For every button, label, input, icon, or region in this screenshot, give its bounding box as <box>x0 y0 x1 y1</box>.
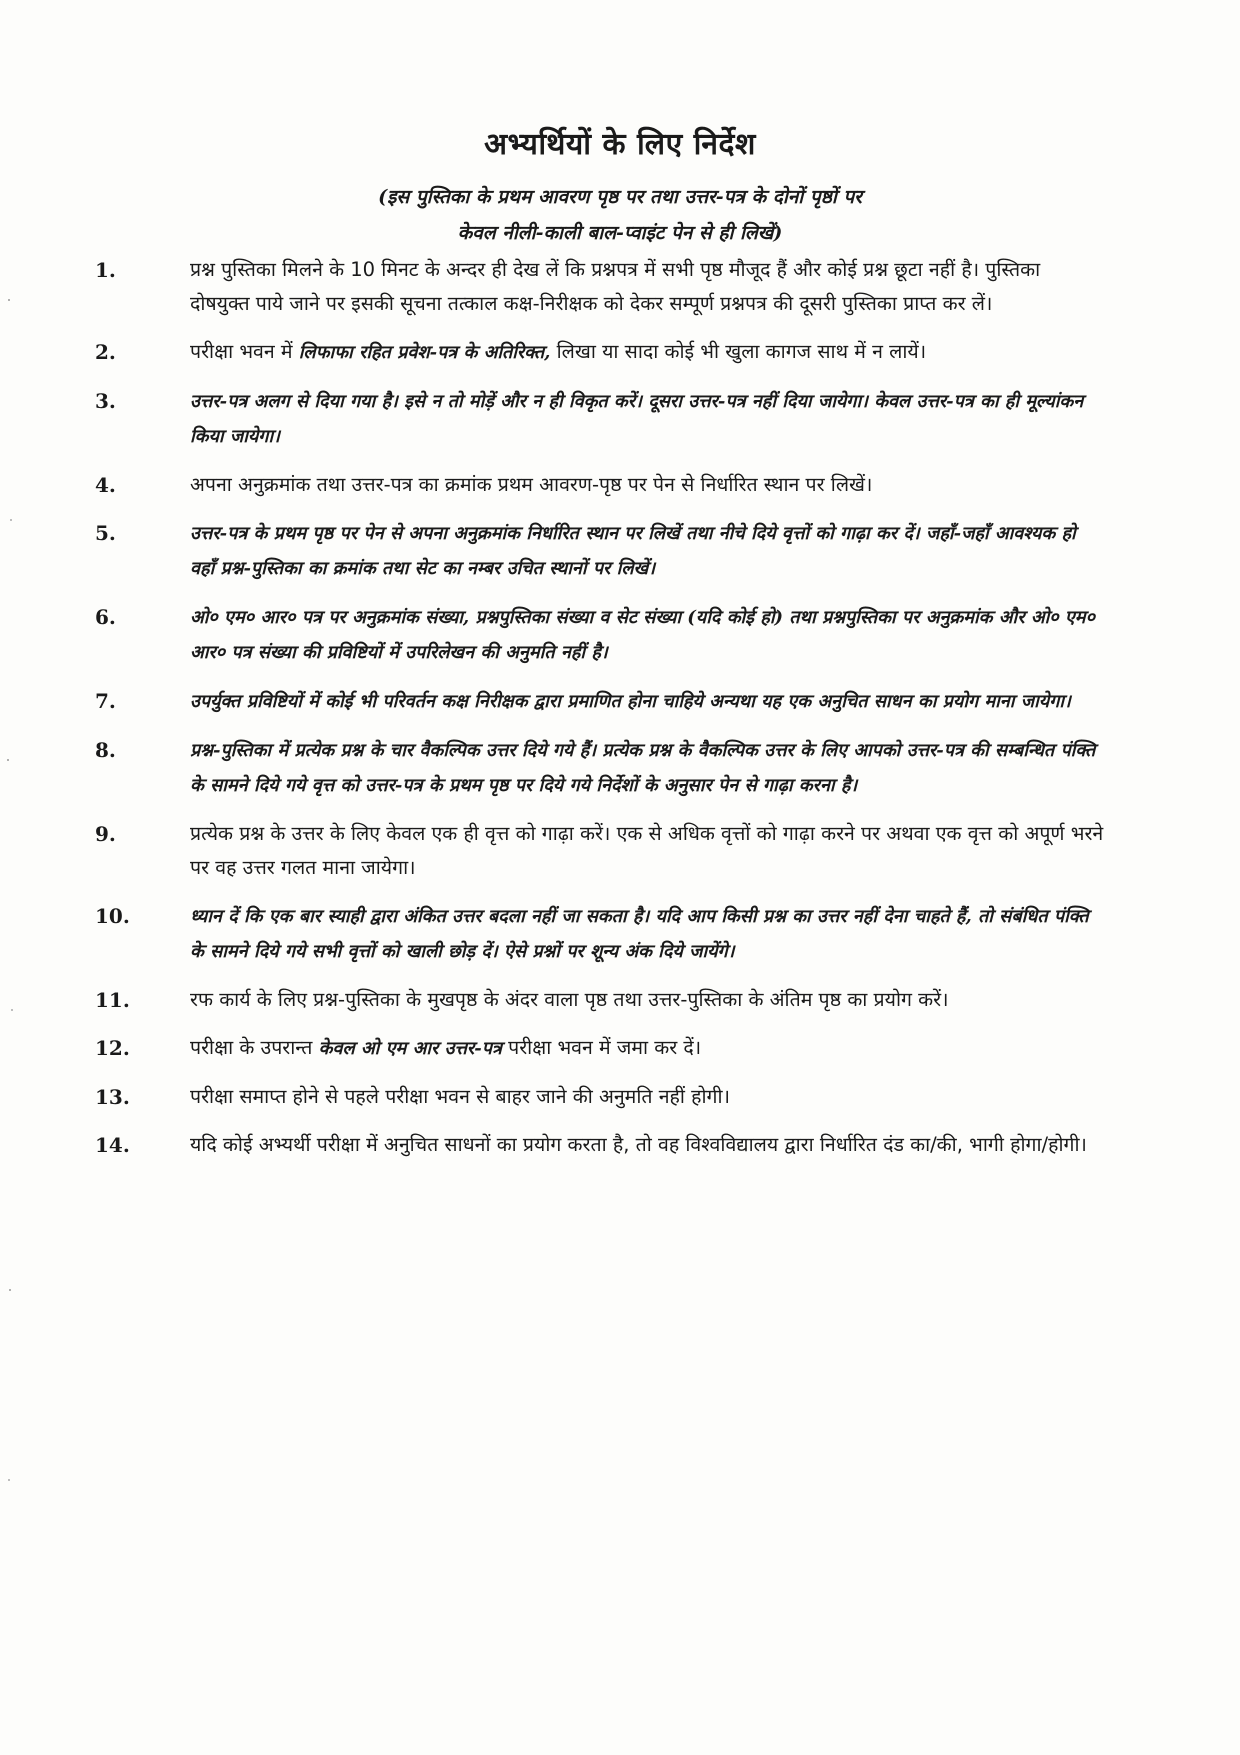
instruction-text: उपर्युक्त प्रविष्टियों में कोई भी परिवर्तन कक्ष निरीक्षक द्वारा प्रमाणित होना चाहिये अन्यथा यह एक अनुचित साधन का प्रयोग माना जायेगा। <box>190 691 1071 712</box>
instruction-text: ओ० एम० आर० पत्र पर अनुक्रमांक संख्या, प्रश्नपुस्तिका संख्या व सेट संख्या (यदि कोई हो) तथा प्रश्नपुस्तिका पर अनुक्रमांक और ओ० एम० आर० पत्र संख्या की प्रविष्टियों में उपरिलेखन की अनुमति नहीं है। <box>190 607 1095 663</box>
instruction-item-12 <box>95 1031 1105 1066</box>
instruction-item-10 <box>95 899 1105 969</box>
instruction-item-13 <box>95 1080 1105 1114</box>
instruction-text-emphasis: केवल ओ एम आर उत्तर-पत्र <box>318 1038 502 1059</box>
instruction-item-14 <box>95 1128 1105 1162</box>
instruction-item-3 <box>95 384 1105 454</box>
instruction-text: ध्यान दें कि एक बार स्याही द्वारा अंकित उत्तर बदला नहीं जा सकता है। यदि आप किसी प्रश्न का उत्तर नहीं देना चाहते हैं, तो संबंधित पंक्ति के सामने दिये गये सभी वृत्तों को खाली छोड़ दें। ऐसे प्रश्नों पर शून्य अंक दिये जायेंगे। <box>190 906 1089 962</box>
instruction-text: उत्तर-पत्र अलग से दिया गया है। इसे न तो मोड़ें और न ही विकृत करें। दूसरा उत्तर-पत्र नहीं दिया जायेगा। केवल उत्तर-पत्र का ही मूल्यांकन किया जायेगा। <box>190 391 1084 447</box>
instruction-text-emphasis: लिफाफा रहित प्रवेश-पत्र के अतिरिक्त, <box>298 342 551 363</box>
instruction-number: 4. <box>95 473 116 497</box>
instruction-number: 14. <box>95 1133 130 1157</box>
instruction-text: यदि कोई अभ्यर्थी परीक्षा में अनुचित साधनों का प्रयोग करता है, तो वह विश्वविद्यालय द्वारा निर्धारित दंड का/की, भागी होगा/होगी। <box>190 1133 1087 1156</box>
instruction-item-9 <box>95 817 1105 885</box>
instruction-number: 10. <box>95 904 130 928</box>
instruction-item-2 <box>95 335 1105 370</box>
instruction-text: प्रत्येक प्रश्न के उत्तर के लिए केवल एक ही वृत्त को गाढ़ा करें। एक से अधिक वृत्तों को गाढ़ा करने पर अथवा एक वृत्त को अपूर्ण भरने पर वह उत्तर गलत माना जायेगा। <box>190 822 1104 879</box>
instruction-text: प्रश्न-पुस्तिका में प्रत्येक प्रश्न के चार वैकल्पिक उत्तर दिये गये हैं। प्रत्येक प्रश्न के वैकल्पिक उत्तर के लिए आपको उत्तर-पत्र की सम्बन्धित पंक्ति के सामने दिये गये वृत्त को उत्तर-पत्र के प्रथम पृष्ठ पर दिये गये निर्देशों के अनुसार पेन से गाढ़ा करना है। <box>190 740 1096 796</box>
instruction-item-6 <box>95 600 1105 670</box>
instruction-text: परीक्षा समाप्त होने से पहले परीक्षा भवन से बाहर जाने की अनुमति नहीं होगी। <box>190 1085 730 1108</box>
instruction-text: रफ कार्य के लिए प्रश्न-पुस्तिका के मुखपृष्ठ के अंदर वाला पृष्ठ तथा उत्तर-पुस्तिका के अंतिम पृष्ठ का प्रयोग करें। <box>190 988 949 1011</box>
instruction-text-after: परीक्षा भवन में जमा कर दें। <box>501 1036 702 1059</box>
instruction-text: उत्तर-पत्र के प्रथम पृष्ठ पर पेन से अपना अनुक्रमांक निर्धारित स्थान पर लिखें तथा नीचे दिये वृत्तों को गाढ़ा कर दें। जहाँ-जहाँ आवश्यक हो वहाँ प्रश्न-पुस्तिका का क्रमांक तथा सेट का नम्बर उचित स्थानों पर लिखें। <box>190 523 1076 579</box>
scan-edge-specks <box>6 0 16 1755</box>
instruction-number: 6. <box>95 605 116 629</box>
instruction-text-before: परीक्षा के उपरान्त <box>190 1036 319 1059</box>
instruction-list <box>95 253 1105 1176</box>
instruction-number: 1. <box>95 258 116 282</box>
instruction-number: 5. <box>95 521 116 545</box>
subtitle-line-1: (इस पुस्तिका के प्रथम आवरण पृष्ठ पर तथा उत्तर-पत्र के दोनों पृष्ठों पर <box>378 186 862 208</box>
instruction-number: 12. <box>95 1036 130 1060</box>
instruction-number: 3. <box>95 389 116 413</box>
instruction-number: 2. <box>95 340 116 364</box>
instruction-number: 7. <box>95 689 116 713</box>
instruction-item-5 <box>95 516 1105 586</box>
subtitle-line-2: केवल नीली-काली बाल-प्वाइंट पेन से ही लिखें) <box>457 222 783 244</box>
instruction-text-before: परीक्षा भवन में <box>190 340 299 363</box>
instruction-text: अपना अनुक्रमांक तथा उत्तर-पत्र का क्रमांक प्रथम आवरण-पृष्ठ पर पेन से निर्धारित स्थान पर लिखें। <box>190 473 873 496</box>
instruction-item-11 <box>95 983 1105 1017</box>
instruction-number: 13. <box>95 1085 130 1109</box>
page-title: अभ्यर्थियों के लिए निर्देश <box>484 127 756 162</box>
instruction-item-1 <box>95 253 1105 321</box>
instruction-item-8 <box>95 733 1105 803</box>
instruction-text-after: लिखा या सादा कोई भी खुला कागज साथ में न लायें। <box>550 340 927 363</box>
instruction-text: प्रश्न पुस्तिका मिलने के 10 मिनट के अन्दर ही देख लें कि प्रश्नपत्र में सभी पृष्ठ मौजूद हैं और कोई प्रश्न छूटा नहीं है। पुस्तिका दोषयुक्त पाये जाने पर इसकी सूचना तत्काल कक्ष-निरीक्षक को देकर सम्पूर्ण प्रश्नपत्र की दूसरी पुस्तिका प्राप्त कर लें। <box>190 258 1041 315</box>
instruction-item-4 <box>95 468 1105 502</box>
instruction-number: 8. <box>95 738 116 762</box>
instruction-number: 9. <box>95 822 116 846</box>
instruction-number: 11. <box>95 988 130 1012</box>
instruction-item-7 <box>95 684 1105 719</box>
